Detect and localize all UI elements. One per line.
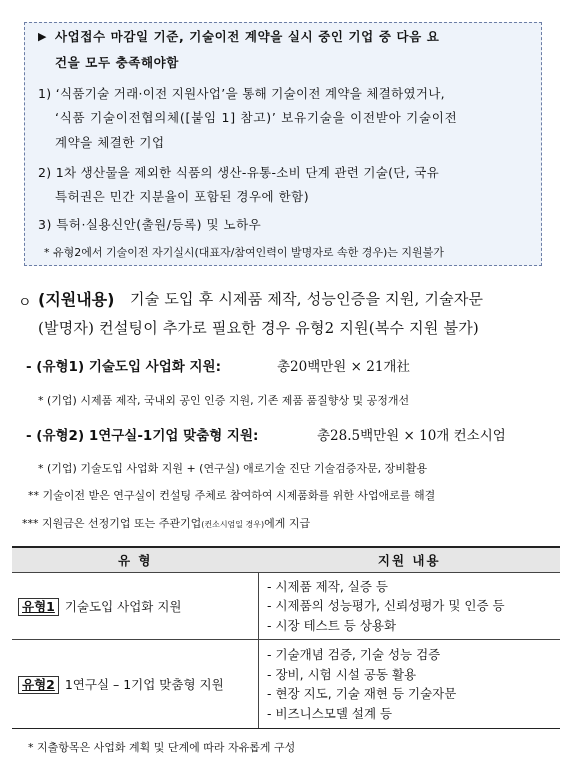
eligibility-item1-line2: ‘식품 기술이전협의체([붙임 1] 참고)’ 보유기술을 이전받아 기술이전 [55, 110, 458, 125]
triple-asterisk-note: *** 지원금은 선정기업 또는 주관기업(컨소시엄일 경우)에게 지급 [22, 517, 311, 530]
double-asterisk-note: ** 기술이전 받은 연구실이 컨설팅 주체로 참여하여 시제품화를 위한 사업애로를 해결 [28, 489, 436, 502]
list-item: - 시장 테스트 등 상용화 [267, 617, 397, 633]
type-cell [12, 640, 259, 729]
type1-badge: 유형1 [18, 598, 59, 616]
eligibility-item1-line3: 계약을 체결한 기업 [55, 135, 165, 150]
type2-amount: 총28.5백만원 × 10개 컨소시엄 [317, 428, 506, 444]
list-item: - 비즈니스모델 설계 등 [267, 705, 393, 721]
eligibility-header-line1: 사업접수 마감일 기준, 기술이전 계약을 실시 중인 기업 중 다음 요 [55, 29, 440, 44]
list-item: - 기술개념 검증, 기술 성능 검증 [267, 647, 441, 662]
support-line1: 기술 도입 후 시제품 제작, 성능인증을 지원, 기술자문 [130, 290, 484, 308]
expense-footnote: * 지출항목은 사업화 계획 및 단계에 따라 자유롭게 구성 [28, 741, 296, 754]
type2-badge: 유형2 [18, 676, 59, 694]
eligibility-item1-line1: 1) ‘식품기술 거래·이전 지원사업’을 통해 기술이전 계약을 체결하였거나, [38, 86, 445, 101]
support-line2: (발명자) 컨설팅이 추가로 필요한 경우 유형2 지원(복수 지원 불가) [38, 319, 479, 337]
type1-note: * (기업) 시제품 제작, 국내외 공인 인증 지원, 기존 제품 품질향상 및 공정개선 [38, 394, 410, 407]
list-item: - 시제품 제작, 실증 등 [267, 578, 388, 594]
eligibility-item2-line1: 2) 1차 생산물을 제외한 식품의 생산-유통-소비 단계 관련 기술(단, 국유 [38, 165, 439, 180]
type1-amount: 총20백만원 × 21개社 [277, 359, 410, 375]
header-content: 지원 내용 [259, 547, 561, 573]
table-header-row [12, 547, 560, 573]
eligibility-item2-line2: 특허권은 민간 지분율이 포함된 경우에 한함) [55, 189, 310, 204]
type2-content [259, 640, 561, 729]
table-row [12, 640, 560, 729]
type-cell [12, 573, 259, 640]
support-label: (지원내용) [38, 290, 115, 309]
type2-name: 1연구실 – 1기업 맞춤형 지원 [64, 676, 224, 692]
header-type: 유 형 [12, 547, 259, 573]
list-item: - 현장 지도, 기술 재현 등 기술자문 [267, 686, 457, 701]
eligibility-note: * 유형2에서 기술이전 자기실시(대표자/참여인력이 발명자로 속한 경우)는 지원불가 [44, 246, 444, 259]
section-bullet: ㅇ [18, 295, 32, 311]
type2-note: * (기업) 기술도입 사업화 지원 + (연구실) 애로기술 진단 기술검증자문, 장비활용 [38, 462, 428, 475]
triangle-bullet-icon: ▶ [38, 30, 47, 43]
support-type-table [12, 546, 560, 729]
type1-content [259, 573, 561, 640]
type2-title: - (유형2) 1연구실-1기업 맞춤형 지원: [26, 428, 259, 444]
type1-name: 기술도입 사업화 지원 [64, 598, 182, 614]
type1-title: - (유형1) 기술도입 사업화 지원: [26, 359, 221, 375]
eligibility-item3: 3) 특허·실용신안(출원/등록) 및 노하우 [38, 217, 262, 232]
eligibility-header-line2: 건을 모두 충족해야함 [55, 55, 179, 70]
list-item: - 시제품의 성능평가, 신뢰성평가 및 인증 등 [267, 598, 505, 614]
list-item: - 장비, 시험 시설 공동 활용 [267, 666, 417, 682]
table-row [12, 573, 560, 640]
